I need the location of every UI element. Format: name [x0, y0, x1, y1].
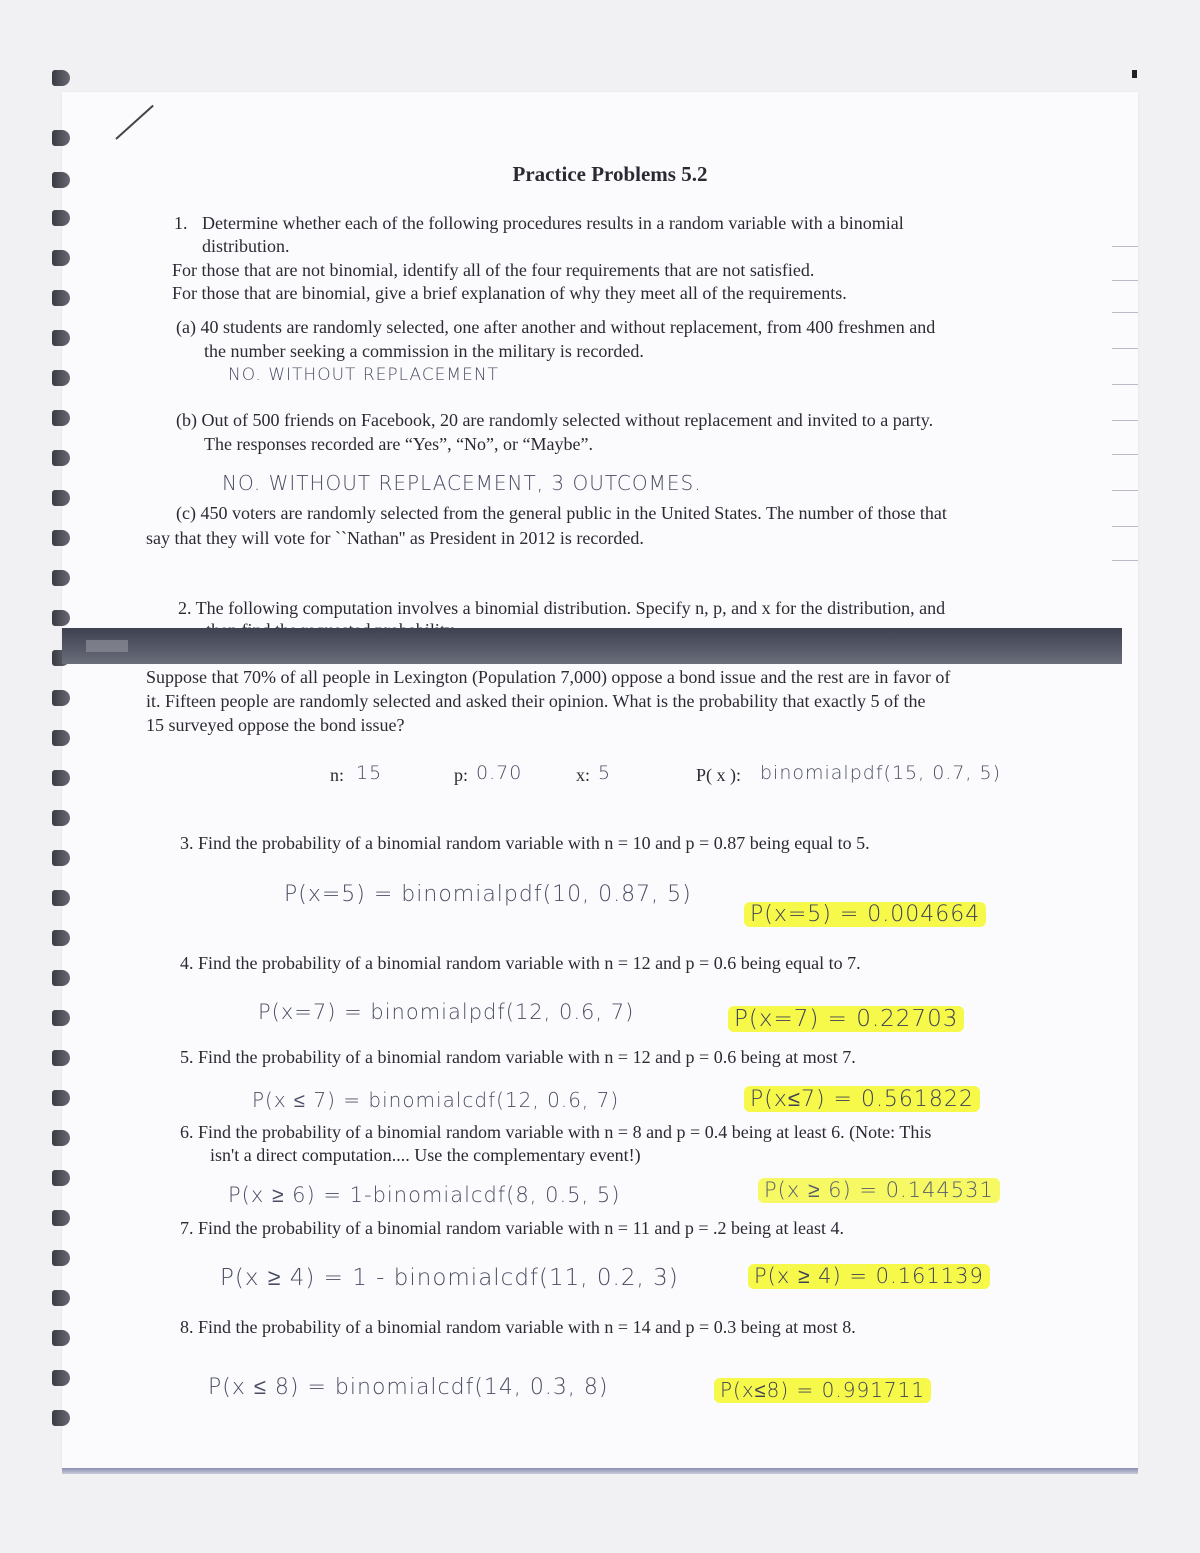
q1b-line1: (b) Out of 500 friends on Facebook, 20 are randomly selected without replacement and invited to a party. [176, 410, 934, 430]
q1a-answer: NO. WITHOUT REPLACEMENT [228, 365, 499, 385]
q1-line4: For those that are binomial, give a brief explanation of why they meet all of the requirements. [172, 283, 847, 303]
margin-ticks [1108, 240, 1138, 600]
q2-line1: 2. The following computation involves a binomial distribution. Specify n, p, and x for the distribution, and [178, 598, 946, 618]
q8-text: 8. Find the probability of a binomial random variable with n = 14 and p = 0.3 being at most 8. [180, 1317, 856, 1337]
q2-n-value: 15 [356, 762, 383, 784]
q3-answer: P(x=5) = 0.004664 [744, 902, 986, 927]
q1-number: 1. [174, 213, 188, 233]
q2-p-label: p: [454, 765, 469, 785]
q1-line2: distribution. [202, 236, 290, 256]
corner-mark [1132, 70, 1137, 78]
q2-x-label: x: [576, 765, 591, 785]
q5-answer: P(x≤7) = 0.561822 [744, 1086, 980, 1112]
q3-text: 3. Find the probability of a binomial random variable with n = 10 and p = 0.87 being equal to 5. [180, 833, 870, 853]
q2-problem-line2: it. Fifteen people are randomly selected and asked their opinion. What is the probability that exactly 5 of the [146, 691, 926, 711]
q2-prob-label: P( x ): [696, 765, 741, 785]
q8-work: P(x ≤ 8) = binomialcdf(14, 0.3, 8) [208, 1375, 609, 1400]
spiral-binding [0, 60, 70, 1480]
q6-line2: isn't a direct computation.... Use the complementary event!) [210, 1145, 641, 1165]
q1b-line2: The responses recorded are “Yes”, “No”, or “Maybe”. [204, 434, 594, 454]
q5-text: 5. Find the probability of a binomial random variable with n = 12 and p = 0.6 being at most 7. [180, 1047, 856, 1067]
q4-text: 4. Find the probability of a binomial random variable with n = 12 and p = 0.6 being equal to 7. [180, 953, 861, 973]
q5-work: P(x ≤ 7) = binomialcdf(12, 0.6, 7) [252, 1088, 620, 1112]
q7-work: P(x ≥ 4) = 1 - binomialcdf(11, 0.2, 3) [220, 1265, 679, 1291]
q6-answer: P(x ≥ 6) = 0.144531 [758, 1178, 1000, 1203]
q2-problem-line3: 15 surveyed oppose the bond issue? [146, 715, 405, 735]
page-title: Practice Problems 5.2 [512, 162, 708, 186]
scan-shadow-band [62, 628, 1122, 664]
q2-x-value: 5 [598, 762, 612, 784]
q1c-line1: (c) 450 voters are randomly selected from the general public in the United States. The number of those that [176, 503, 947, 523]
q7-answer: P(x ≥ 4) = 0.161139 [748, 1264, 990, 1289]
q3-work: P(x=5) = binomialpdf(10, 0.87, 5) [284, 882, 692, 907]
q6-line1: 6. Find the probability of a binomial random variable with n = 8 and p = 0.4 being at least 6. (Note: This [180, 1122, 932, 1142]
page-bottom-edge [62, 1468, 1138, 1474]
q1a-line2: the number seeking a commission in the military is recorded. [204, 341, 644, 361]
q2-prob-value: binomialpdf(15, 0.7, 5) [760, 762, 1001, 784]
q1-line3: For those that are not binomial, identify all of the four requirements that are not satisfied. [172, 260, 815, 280]
q1a-line1: (a) 40 students are randomly selected, one after another and without replacement, from 400 freshmen and [176, 317, 936, 337]
q1-line1: Determine whether each of the following procedures results in a random variable with a binomial [202, 213, 904, 233]
q2-n-label: n: [330, 765, 345, 785]
q1b-answer: NO. WITHOUT REPLACEMENT, 3 OUTCOMES. [222, 471, 702, 495]
q6-work: P(x ≥ 6) = 1-binomialcdf(8, 0.5, 5) [228, 1183, 621, 1207]
q2-p-value: 0.70 [476, 762, 523, 784]
q4-answer: P(x=7) = 0.22703 [728, 1006, 964, 1032]
q2-problem-line1: Suppose that 70% of all people in Lexington (Population 7,000) oppose a bond issue and the rest are in favor of [146, 667, 951, 687]
q7-text: 7. Find the probability of a binomial random variable with n = 11 and p = .2 being at least 4. [180, 1218, 845, 1238]
q1c-line2: say that they will vote for ``Nathan'' as President in 2012 is recorded. [146, 528, 644, 548]
scan-glare [86, 640, 128, 652]
q8-answer: P(x≤8) = 0.991711 [714, 1378, 931, 1403]
q4-work: P(x=7) = binomialpdf(12, 0.6, 7) [258, 1000, 635, 1024]
